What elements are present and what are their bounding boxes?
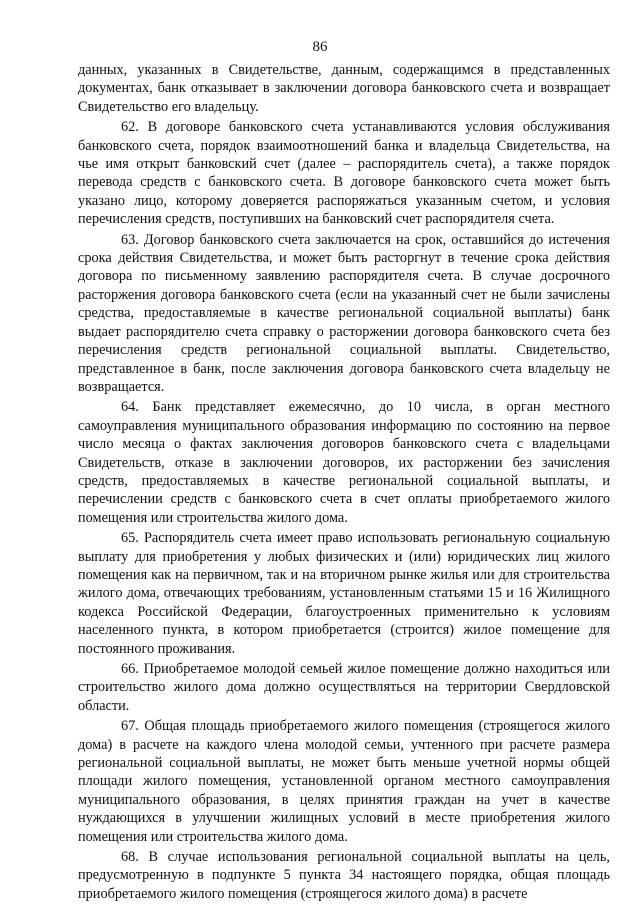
paragraph-63: 63. Договор банковского счета заключается на срок, оставшийся до истечения срока действия Свидетельства, и может быть расторгнут в течение срока действия договора по письменному заявлению распорядителя счета. В случае досрочного расторжения договора банковского счета (если на указанный счет не были зачислены средства, предоставляемые в качестве региональной социальной выплаты) банк выдает распорядителю счета справку о расторжении договора банковского счета без перечисления средств региональной социальной выплаты. Свидетельство, представленное в банк, после заключения договора банковского счета владельцу не возвращается. (78, 231, 610, 395)
continuation-paragraph: данных, указанных в Свидетельстве, данным, содержащимся в представленных документах, банк отказывает в заключении договора банковского счета и возвращает Свидетельство его владельцу. (78, 62, 610, 115)
document-body (78, 61, 610, 905)
paragraph-67: 67. Общая площадь приобретаемого жилого помещения (строящегося жилого дома) в расчете на каждого члена молодой семьи, учтенного при расчете размера региональной социальной выплаты, не может быть меньше учетной нормы общей площади жилого помещения, установленной органом местного самоуправления муниципального образования, в целях принятия граждан на учет в качестве нуждающихся в улучшении жилищных условий в месте приобретения жилого помещения или строительства жилого дома. (78, 718, 610, 845)
paragraph-65: 65. Распорядитель счета имеет право использовать региональную социальную выплату для приобретения у любых физических и (или) юридических лиц жилого помещения как на первичном, так и на вторичном рынке жилья или для строительства жилого дома, отвечающих требованиям, установленным статьями 15 и 16 Жилищного кодекса Российской Федерации, благоустроенных применительно к условиям населенного пункта, в котором приобретается (строится) жилое помещение для постоянного проживания. (78, 530, 610, 657)
paragraph-64: 64. Банк представляет ежемесячно, до 10 числа, в орган местного самоуправления муниципального образования информацию по состоянию на первое число месяца о фактах заключения договоров банковского счета с владельцами Свидетельств, отказе в заключении договоров, их расторжении без зачисления средств, предоставляемых в качестве региональной социальной выплаты, и перечислении средств с банковского счета в счет оплаты приобретаемого жилого помещения или строительства жилого дома. (78, 399, 610, 526)
paragraph-62: 62. В договоре банковского счета устанавливаются условия обслуживания банковского счета, порядок взаимоотношений банка и владельца Свидетельства, на чье имя открыт банковский счет (далее – распорядитель счета), а также порядок перевода средств с банковского счета. В договоре банковского счета может быть указано лицо, которому доверяется распоряжаться указанным счетом, и условия перечисления средств, поступивших на банковский счет распорядителя счета. (78, 119, 610, 228)
paragraph-66: 66. Приобретаемое молодой семьей жилое помещение должно находиться или строительство жилого дома должно осуществляться на территории Свердловской области. (78, 661, 610, 714)
paragraph-68: 68. В случае использования региональной социальной выплаты на цель, предусмотренную в подпункте 5 пункта 34 настоящего порядка, общая площадь приобретаемого жилого помещения (строящегося жилого дома) в расчете (78, 849, 610, 902)
page-number: 86 (312, 39, 328, 55)
